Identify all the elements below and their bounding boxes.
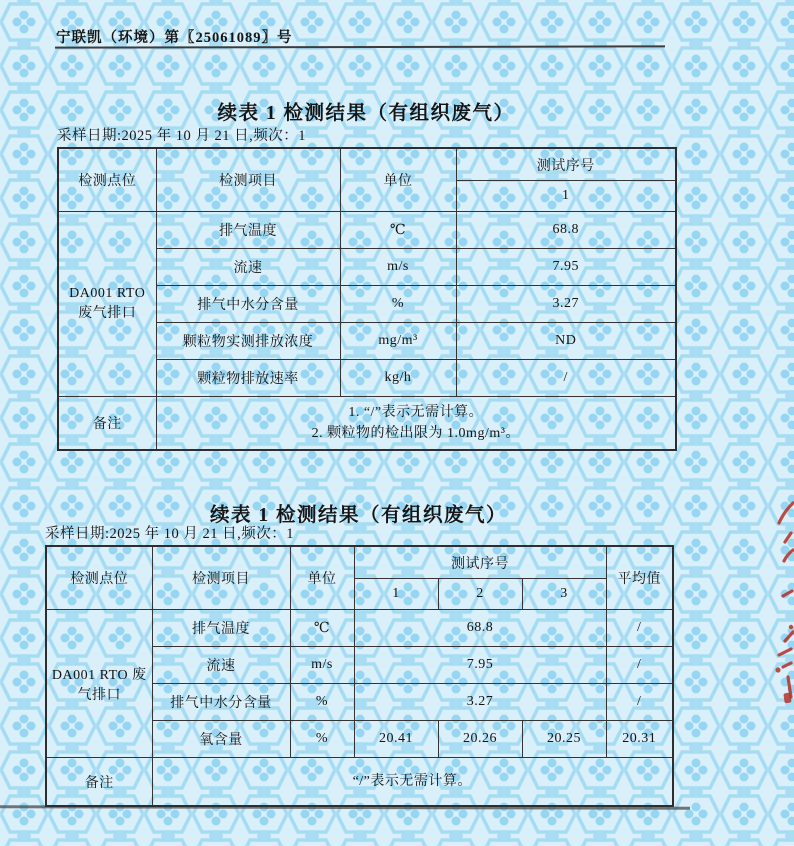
col-header-item: 检测项目 <box>152 546 290 610</box>
cell-unit: mg/m³ <box>340 323 456 360</box>
cell-item: 流速 <box>152 647 290 684</box>
cell-value-merged: 68.8 <box>354 610 606 647</box>
remark-label: 备注 <box>46 758 152 807</box>
test-number: 3 <box>522 579 606 610</box>
cell-unit: ℃ <box>290 610 354 647</box>
col-header-unit: 单位 <box>340 148 456 212</box>
cell-average: / <box>606 647 673 684</box>
cell-value: ND <box>456 323 676 360</box>
col-header-test-seq: 测试序号 <box>456 148 676 181</box>
remark-line-1: 1. “/”表示无需计算。 <box>348 405 484 420</box>
cell-point: DA001 RTO 废气排口 <box>58 212 156 397</box>
section2-sampling-date: 采样日期:2025 年 10 月 21 日,频次：1 <box>45 526 295 542</box>
cell-value: 20.25 <box>522 721 606 758</box>
cell-value: 20.41 <box>354 721 438 758</box>
remark-line-1: “/”表示无需计算。 <box>352 774 472 789</box>
cell-unit: % <box>290 684 354 721</box>
cell-point: DA001 RTO 废气排口 <box>46 610 152 758</box>
cell-value: 7.95 <box>456 249 676 286</box>
col-header-unit: 单位 <box>290 546 354 610</box>
results-table-2 <box>45 545 674 807</box>
cell-item: 排气温度 <box>152 610 290 647</box>
cell-unit: kg/h <box>340 360 456 397</box>
report-number: 宁联凯（环境）第〖25061089〗号 <box>56 30 293 46</box>
cell-value-merged: 3.27 <box>354 684 606 721</box>
col-header-average: 平均值 <box>606 546 673 610</box>
cell-unit: % <box>340 286 456 323</box>
cell-value: 3.27 <box>456 286 676 323</box>
test-number: 1 <box>456 181 676 212</box>
cell-item: 颗粒物排放速率 <box>156 360 340 397</box>
cell-value: 20.26 <box>438 721 522 758</box>
cell-item: 排气中水分含量 <box>156 286 340 323</box>
section2-title: 续表 1 检测结果（有组织废气） <box>209 505 507 526</box>
col-header-point: 检测点位 <box>46 546 152 610</box>
cell-value-merged: 7.95 <box>354 647 606 684</box>
cell-item: 排气中水分含量 <box>152 684 290 721</box>
cell-item: 排气温度 <box>156 212 340 249</box>
remark-label: 备注 <box>58 397 156 451</box>
cell-value: / <box>456 360 676 397</box>
cell-average: 20.31 <box>606 721 673 758</box>
col-header-item: 检测项目 <box>156 148 340 212</box>
remark-line-2: 2. 颗粒物的检出限为 1.0mg/m³。 <box>311 426 520 441</box>
cell-unit: ℃ <box>340 212 456 249</box>
cell-value: 68.8 <box>456 212 676 249</box>
remark-body <box>156 397 676 451</box>
section1-sampling-date: 采样日期:2025 年 10 月 21 日,频次：1 <box>57 128 307 144</box>
col-header-point: 检测点位 <box>58 148 156 212</box>
cell-unit: % <box>290 721 354 758</box>
results-table-1 <box>57 147 677 451</box>
red-stamp-fragments <box>764 495 794 715</box>
cell-unit: m/s <box>340 249 456 286</box>
section1-title: 续表 1 检测结果（有组织废气） <box>217 103 515 124</box>
test-number: 1 <box>354 579 438 610</box>
col-header-test-seq: 测试序号 <box>354 546 606 579</box>
cell-item: 颗粒物实测排放浓度 <box>156 323 340 360</box>
remark-body <box>152 758 673 807</box>
cell-item: 流速 <box>156 249 340 286</box>
cell-item: 氧含量 <box>152 721 290 758</box>
test-number: 2 <box>438 579 522 610</box>
cell-unit: m/s <box>290 647 354 684</box>
cell-average: / <box>606 610 673 647</box>
cell-average: / <box>606 684 673 721</box>
